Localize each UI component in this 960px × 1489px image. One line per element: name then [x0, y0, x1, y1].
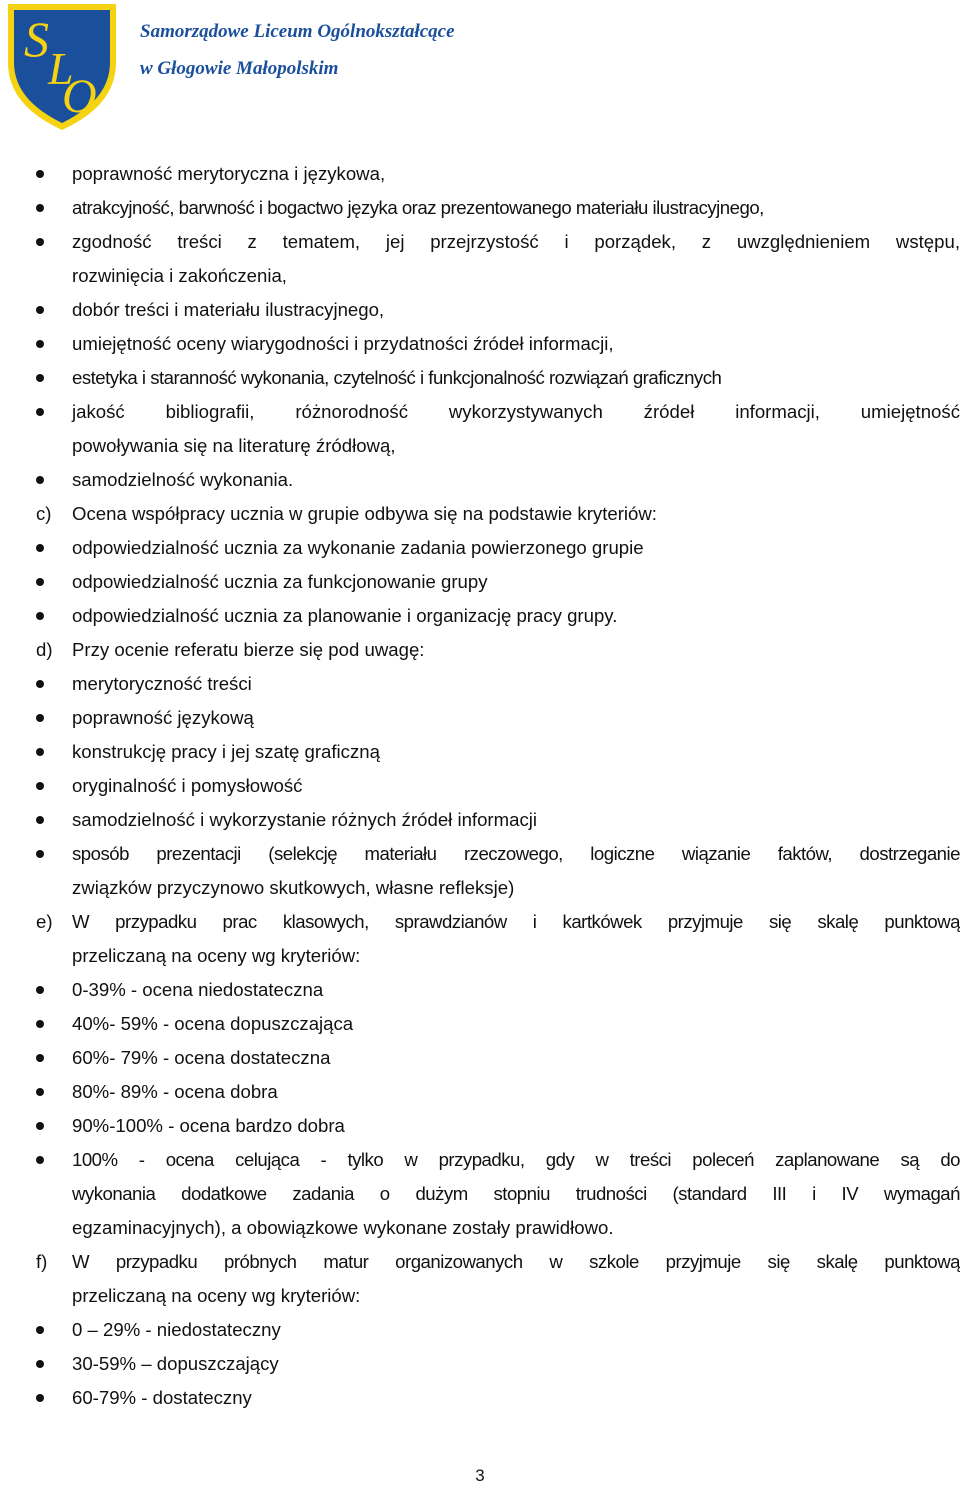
bullet-icon: [36, 782, 44, 790]
list-item-continuation: związków przyczynowo skutkowych, własne refleksje): [72, 877, 515, 898]
school-name-line-2: w Głogowie Małopolskim: [140, 58, 339, 79]
list-item: estetyka i staranność wykonania, czytelność i funkcjonalność rozwiązań graficznych: [0, 361, 960, 395]
section-f-heading: f) W przypadku próbnych matur organizowanych w szkole przyjmuje się skalę punktową: [0, 1245, 960, 1279]
school-logo-shield: [2, 0, 122, 132]
bullet-icon: [36, 850, 44, 858]
bullet-icon: [36, 476, 44, 484]
bullet-icon: [36, 714, 44, 722]
list-item: samodzielność i wykorzystanie różnych źródeł informacji: [0, 803, 960, 837]
svg-text:S: S: [24, 11, 49, 67]
list-item: 100% - ocena celująca - tylko w przypadku, gdy w treści poleceń zaplanowane są do: [0, 1143, 960, 1177]
list-item: odpowiedzialność ucznia za wykonanie zadania powierzonego grupie: [0, 531, 960, 565]
school-name-line-1: Samorządowe Liceum Ogólnokształcące: [140, 21, 455, 42]
list-item: 0-39% - ocena niedostateczna: [0, 973, 960, 1007]
list-item: 90%-100% - ocena bardzo dobra: [0, 1109, 960, 1143]
document-body: [0, 157, 960, 1415]
bullet-icon: [36, 578, 44, 586]
list-item: dobór treści i materiału ilustracyjnego,: [0, 293, 960, 327]
bullet-icon: [36, 612, 44, 620]
page-number: 3: [475, 1466, 485, 1485]
list-item: odpowiedzialność ucznia za funkcjonowanie grupy: [0, 565, 960, 599]
list-item: sposób prezentacji (selekcję materiału rzeczowego, logiczne wiązanie faktów, dostrzeganie: [0, 837, 960, 871]
section-e-heading-continuation: przeliczaną na oceny wg kryteriów:: [72, 945, 361, 966]
bullet-icon: [36, 204, 44, 212]
bullet-icon: [36, 170, 44, 178]
bullet-icon: [36, 1156, 44, 1164]
bullet-icon: [36, 816, 44, 824]
list-item: 0 – 29% - niedostateczny: [0, 1313, 960, 1347]
list-item: samodzielność wykonania.: [0, 463, 960, 497]
section-e-heading: e) W przypadku prac klasowych, sprawdzianów i kartkówek przyjmuje się skalę punktową: [0, 905, 960, 939]
list-item: atrakcyjność, barwność i bogactwo języka oraz prezentowanego materiału ilustracyjnego,: [0, 191, 960, 225]
list-item: jakość bibliografii, różnorodność wykorzystywanych źródeł informacji, umiejętność: [0, 395, 960, 429]
page-header: [0, 0, 960, 140]
list-item: oryginalność i pomysłowość: [0, 769, 960, 803]
bullet-icon: [36, 1360, 44, 1368]
bullet-icon: [36, 1054, 44, 1062]
bullet-icon: [36, 986, 44, 994]
list-item: umiejętność oceny wiarygodności i przydatności źródeł informacji,: [0, 327, 960, 361]
list-item: merytoryczność treści: [0, 667, 960, 701]
bullet-icon: [36, 544, 44, 552]
section-marker: f): [36, 1251, 48, 1272]
section-f-heading-continuation: przeliczaną na oceny wg kryteriów:: [72, 1285, 361, 1306]
list-item: odpowiedzialność ucznia za planowanie i organizację pracy grupy.: [0, 599, 960, 633]
section-marker: e): [36, 911, 53, 932]
section-c-heading: c) Ocena współpracy ucznia w grupie odbywa się na podstawie kryteriów:: [0, 497, 960, 531]
bullet-icon: [36, 238, 44, 246]
bullet-icon: [36, 340, 44, 348]
section-d-heading: d) Przy ocenie referatu bierze się pod uwagę:: [0, 633, 960, 667]
bullet-icon: [36, 748, 44, 756]
bullet-icon: [36, 1122, 44, 1130]
list-item-continuation: wykonania dodatkowe zadania o dużym stopniu trudności (standard III i IV wymagań: [72, 1183, 960, 1204]
bullet-icon: [36, 1088, 44, 1096]
section-marker: d): [36, 639, 53, 660]
bullet-icon: [36, 680, 44, 688]
list-item: konstrukcję pracy i jej szatę graficzną: [0, 735, 960, 769]
section-marker: c): [36, 503, 52, 524]
bullet-icon: [36, 408, 44, 416]
list-item: 60-79% - dostateczny: [0, 1381, 960, 1415]
bullet-icon: [36, 374, 44, 382]
list-item: zgodność treści z tematem, jej przejrzystość i porządek, z uwzględnieniem wstępu,: [0, 225, 960, 259]
list-item-continuation: powoływania się na literaturę źródłową,: [72, 435, 396, 456]
list-item: poprawność językową: [0, 701, 960, 735]
list-item: 60%- 79% - ocena dostateczna: [0, 1041, 960, 1075]
list-item: 40%- 59% - ocena dopuszczająca: [0, 1007, 960, 1041]
list-item-continuation: egzaminacyjnych), a obowiązkowe wykonane zostały prawidłowo.: [72, 1217, 614, 1238]
bullet-icon: [36, 1326, 44, 1334]
bullet-icon: [36, 1020, 44, 1028]
list-item: poprawność merytoryczna i językowa,: [0, 157, 960, 191]
list-item: 80%- 89% - ocena dobra: [0, 1075, 960, 1109]
bullet-icon: [36, 306, 44, 314]
bullet-icon: [36, 1394, 44, 1402]
svg-text:O: O: [62, 70, 97, 123]
svg-text:L: L: [48, 43, 74, 94]
list-item: 30-59% – dopuszczający: [0, 1347, 960, 1381]
list-item-continuation: rozwinięcia i zakończenia,: [72, 265, 287, 286]
